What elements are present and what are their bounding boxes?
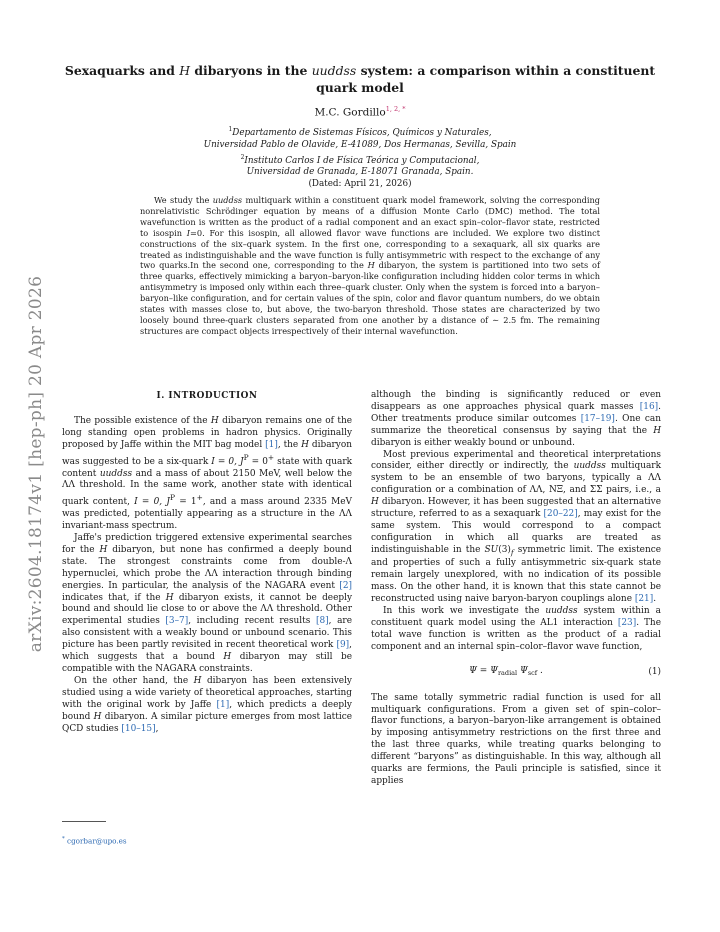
citation-link[interactable]: [10–15] xyxy=(121,723,156,734)
paragraph: Jaffe's prediction triggered extensive experimental searches for the H dibaryon, but none has confirmed a deeply bound state. The strongest constraints come from double-Λ hypernuclei, which probe the ΛΛ interaction through binding energies. In particular, the analysis of the NAGARA event [2] indicates that, if the H dibaryon exists, it cannot be deeply bound and should lie close to or above the ΛΛ threshold. Other experimental studies [3–7], including recent results [8], are also consistent with a weakly bound or unbound scenario. This picture has been partly revisited in recent theoretical work [9], which suggests that a bound H dibaryon may still be compatible with the NAGARA constraints. xyxy=(62,533,352,674)
equation-1: $\Psi = \Psi_{radial}$ $\Psi_{scf}$ . (1) xyxy=(469,665,661,677)
paragraph: The possible existence of the H dibaryon remains one of the long standing open problems in hadron physics. Originally proposed by Jaffe within the MIT bag model [1], the H dibaryon was suggested to be a six-quark I = 0, $J^P = 0^+$ state with quark content uuddss and a mass of about 2150 MeV, well below the ΛΛ threshold. In the same work, another state with identical quark content, I = 0, $J^P = 1^+$, and a mass around 2335 MeV was predicted, potentially appearing as a structure in the ΛΛ invariant-mass spectrum. xyxy=(62,415,353,532)
dated-line: (Dated: April 21, 2026) xyxy=(308,179,412,190)
paragraph: In this work we investigate the uuddss system within a constituent quark model using the AL1 interaction [23]. The total wave function is written as the product of a radial component and an internal spin–color–flavor wave function, xyxy=(371,606,661,652)
author-line xyxy=(60,105,660,119)
citation-link[interactable]: [17–19] xyxy=(580,413,615,424)
citation-link[interactable]: [21] xyxy=(634,594,654,605)
paragraph: The same totally symmetric radial function is used for all multiquark configurations. From a given set of spin–color–flavor functions, a baryon–baryon-like arrangement is obtained by imposing antisymmetry restrictions on the first three and the last three quarks, while treating quarks belonging to different “baryons” as distinguishable. In this way, although all quarks are fermions, the Pauli principle is satisfied, since it applies xyxy=(371,692,661,786)
paragraph: although the binding is significantly reduced or even disappears as one approaches physical quark masses [16]. Other treatments produce similar outcomes [17–19]. One can summarize the theoretical consensus by saying that the H dibaryon is either weakly bound or unbound. xyxy=(371,390,661,448)
arxiv-stamp-text: arXiv:2604.18174v1 [hep-ph] 20 Apr 2026 xyxy=(26,275,46,653)
author-marks[interactable]: 1, 2, * xyxy=(385,105,406,113)
footnote-rule xyxy=(62,821,106,822)
paragraph: On the other hand, the H dibaryon has been extensively studied using a wide variety of theoretical approaches, starting with the original work by Jaffe [1], which predicts a deeply bound H dibaryon. A similar picture emerges from most lattice QCD studies [10–15], xyxy=(62,675,352,734)
citation-link[interactable]: [1] xyxy=(216,699,230,710)
citation-link[interactable]: [23] xyxy=(617,618,637,628)
right-column xyxy=(371,390,661,788)
citation-link[interactable]: [20–22] xyxy=(543,509,578,520)
equation-number: (1) xyxy=(648,666,661,677)
citation-link[interactable]: [2] xyxy=(339,580,352,591)
citation-link[interactable]: [3–7] xyxy=(165,616,189,627)
citation-link[interactable]: [16] xyxy=(639,401,659,412)
abstract: We study the uuddss multiquark within a constituent quark model framework, solving the corresponding nonrelativistic Schrödinger equation by means of a diffusion Monte Carlo (DMC) method. The total wavefunction is written as the product of a radial component and an exact spin–color–flavor state, restricted to isospin I=0. For this isospin, all allowed flavor wave functions are included. We explore two distinct constructions of the six–quark system. In the first one, corresponding to a sexaquark, all six quarks are treated as indistinguishable and the wave function is fully antisymmetric with respect to the exchange of any two quarks.In the second one, corresponding to the H dibaryon, the system is partitioned into two sets of three quarks, effectively mimicking a baryon–baryon-like configuration including hidden color terms in which antisymmetry is imposed only within each three–quark cluster. Only when the system is forced into a baryon–baryon–like configuration, and for certain values of the spin, color and flavor quantum numbers, do we obtain states with masses close to, but above, the two-baryon threshold. Those states are characterized by two loosely bound three-quark clusters separated from one another by a distance of ∼ 2.5 fm. The remaining structures are compact objects irrespectively of their internal wavefunction. xyxy=(140,195,600,336)
paragraph: Most previous experimental and theoretical interpretations consider, either directly or indirectly, the uuddss multiquark system to be an ensemble of two baryons, typically a ΛΛ configuration or a combination of ΛΛ, NΞ, and ΣΣ pairs, i.e., a H dibaryon. However, it has been suggested that an alternative structure, referred to as a sexaquark [20–22], may exist for the same system. This would correspond to a compact configuration in which all quarks are treated as indistinguishable in the $SU(3)_f$ symmetric limit. The existence and properties of such a fully antisymmetric six-quark state remain largely unexplored, with no indication of its possible mass. On the other hand, it is known that this state cannot be reconstructed using naive baryon-baryon couplings alone [21]. xyxy=(371,449,661,605)
arxiv-stamp xyxy=(16,254,56,674)
left-column xyxy=(62,386,352,735)
affiliations: $^1$Departamento de Sistemas Físicos, Químicos y Naturales, Universidad Pablo de Olavide, E-41089, Dos Hermanas, Sevilla, Spain $^2$Instituto Carlos I de Física Teórica y Computacional, Universidad de Granada, E-18071 Granada, Spain. (Dated: April 21, 2026) xyxy=(60,124,660,191)
email-link[interactable]: cgorbar@upo.es xyxy=(67,836,127,846)
citation-link[interactable]: [9] xyxy=(336,640,350,651)
paper-title: Sexaquarks and H dibaryons in the uuddss system: a comparison within a constituent quark model xyxy=(60,62,660,96)
author-name: M.C. Gordillo xyxy=(314,106,386,119)
section-heading-introduction: I. INTRODUCTION xyxy=(156,391,258,401)
footnote: * cgorbar@upo.es xyxy=(62,836,127,846)
citation-link[interactable]: [1] xyxy=(265,439,278,450)
paper-title-line2: quark model xyxy=(316,80,404,95)
citation-link[interactable]: [8] xyxy=(315,616,329,627)
